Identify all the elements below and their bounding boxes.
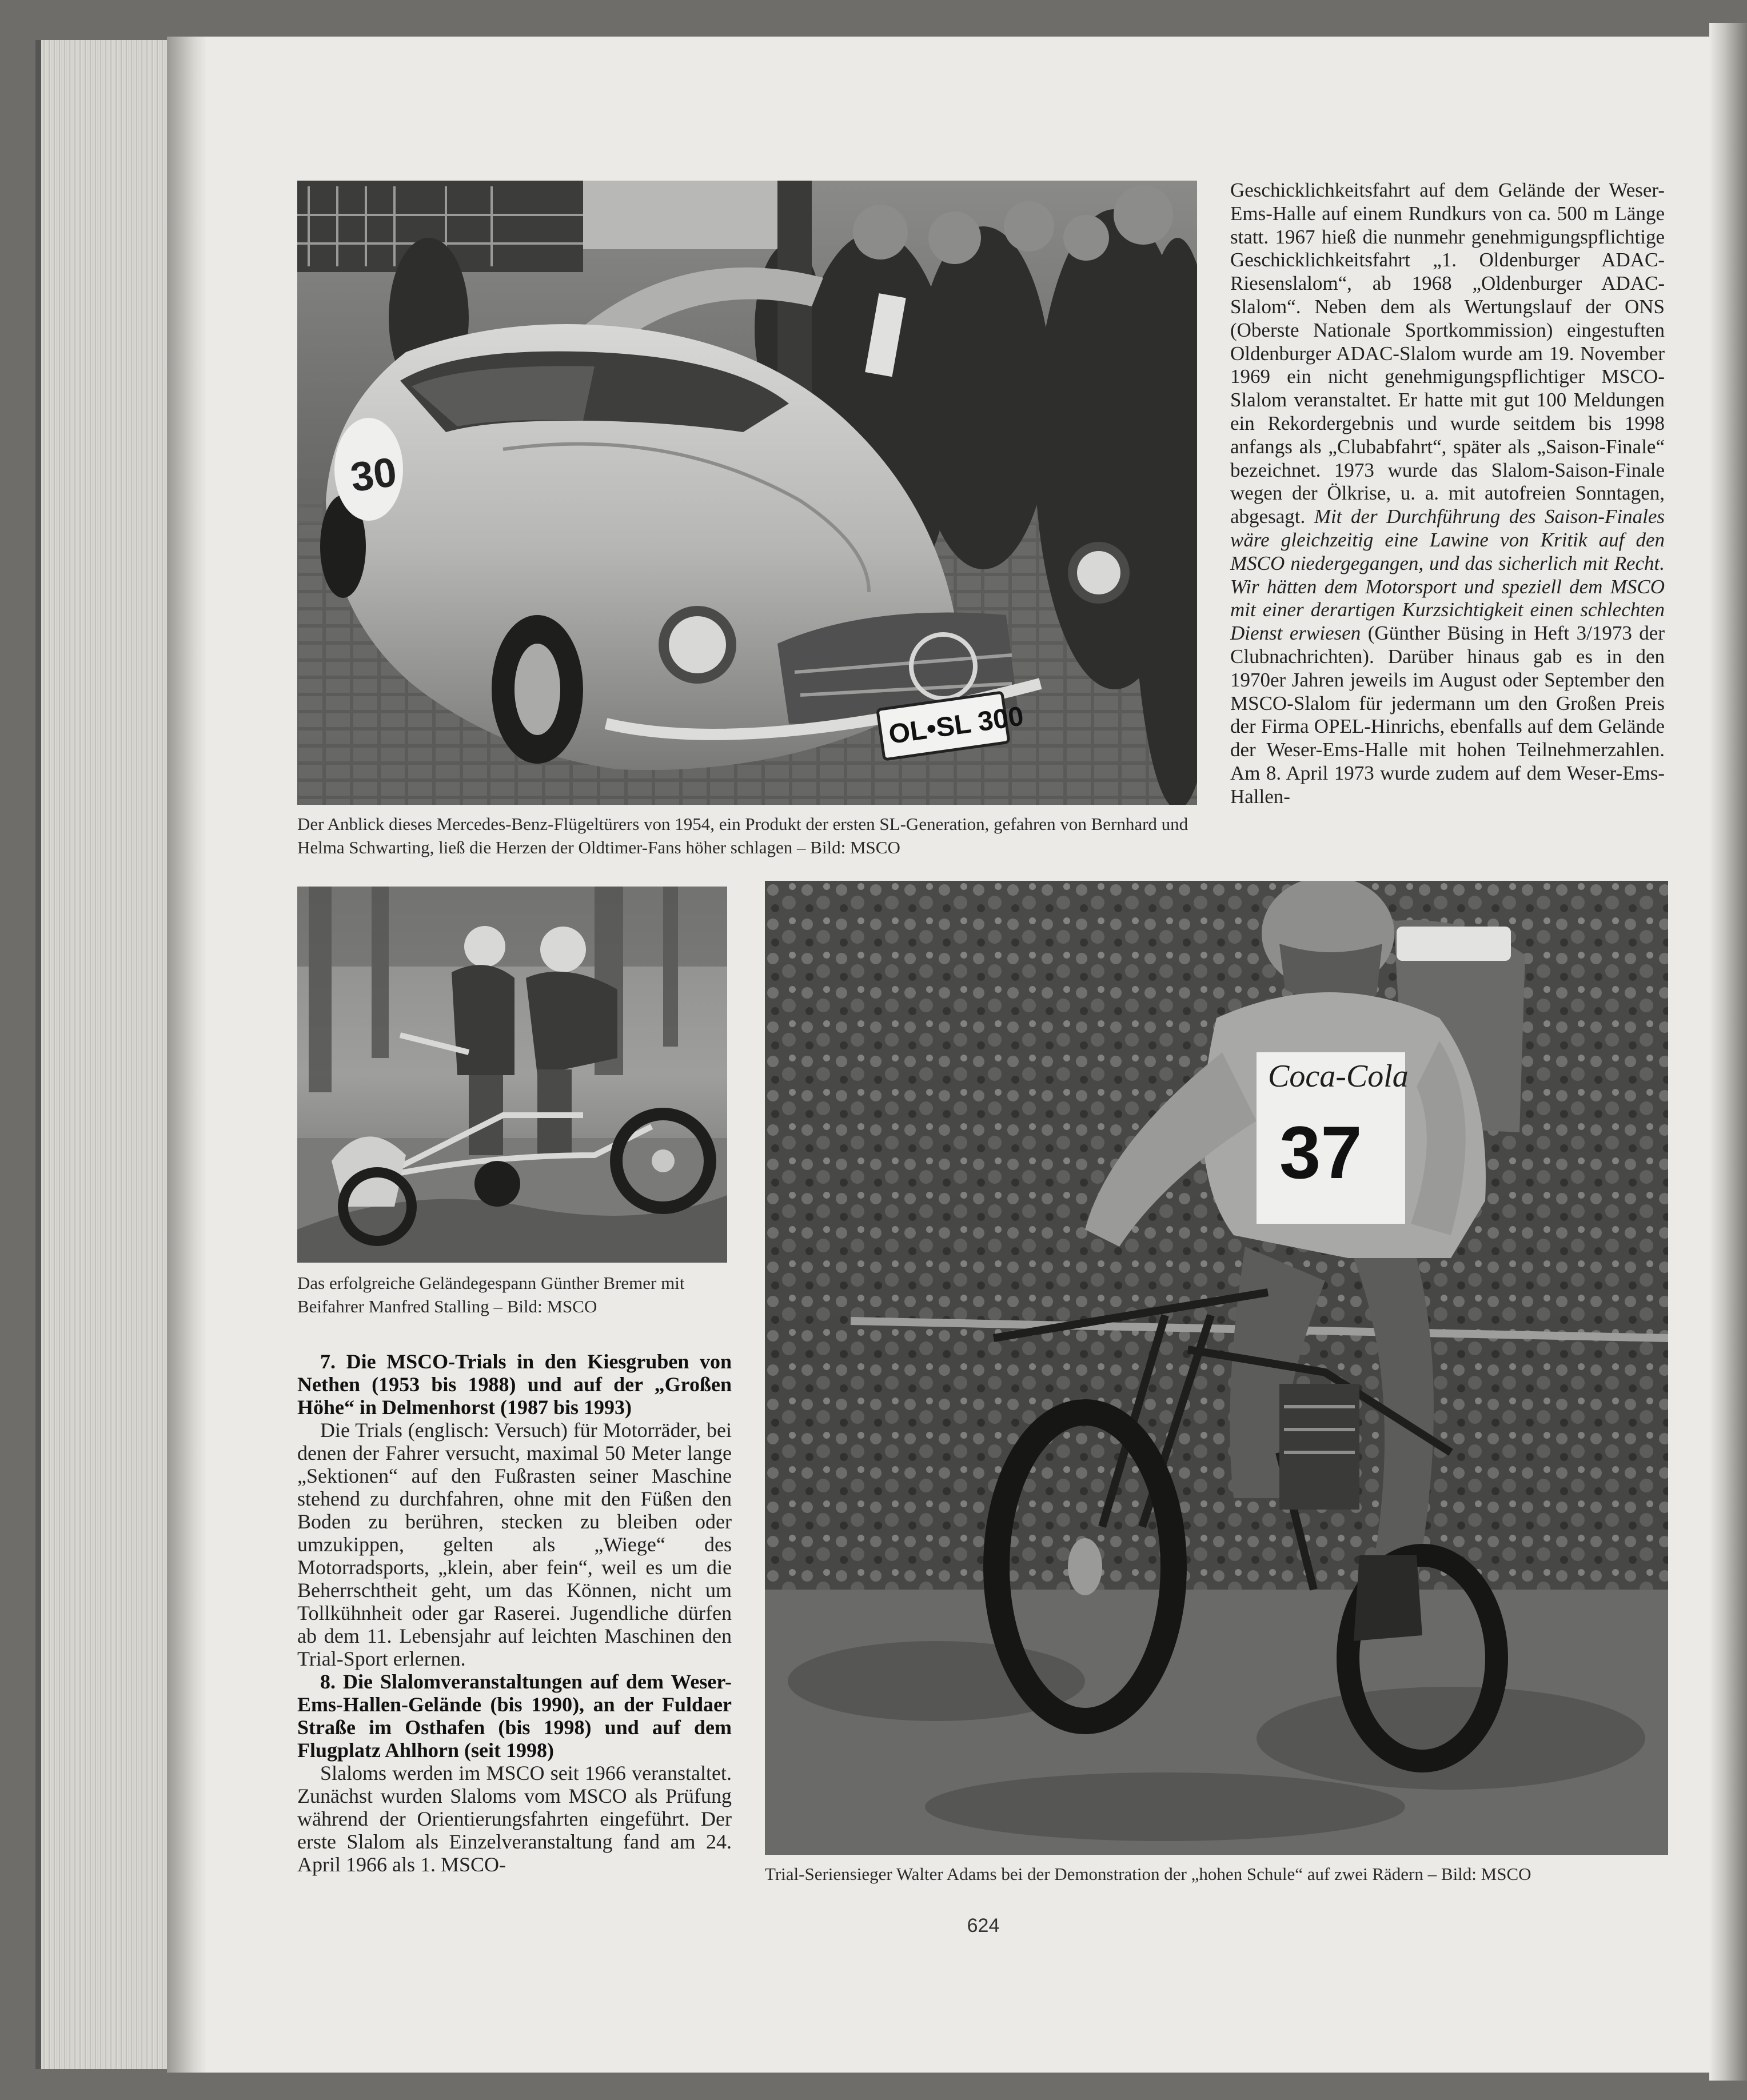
section-7-heading: 7. Die MSCO-Trials in den Kiesgruben von Nethen (1953 bis 1988) und auf der „Großen Höhe“ in Delmenhorst (1987 bis 1993) <box>297 1350 732 1419</box>
sidecar-caption <box>297 1271 732 1318</box>
sidecar-motorcycle-photo <box>297 887 727 1263</box>
section-8-paragraph: Slaloms werden im MSCO seit 1966 veranstaltet. Zunächst wurden Slaloms vom MSCO als Prüfung während der Orientierungsfahrten eingeführt. Der erste Slalom als Einzelveranstaltung fand am 24. April 1966 als 1. MSCO- <box>297 1762 732 1876</box>
right-column-paragraph <box>1230 179 1665 809</box>
page-number: 624 <box>967 1915 1000 1937</box>
trial-caption-text: Trial-Seriensieger Walter Adams bei der Demonstration der „hohen Schule“ auf zwei Rädern – Bild: MSCO <box>765 1864 1531 1884</box>
book-page-edges <box>35 40 184 2069</box>
section-8-heading: 8. Die Slalomveranstaltungen auf dem Weser-Ems-Hallen-Gelände (bis 1990), an der Fuldaer Straße im Osthafen (bis 1998) und auf dem Flugplatz Ahlhorn (seit 1998) <box>297 1670 732 1762</box>
left-column <box>297 1350 732 1876</box>
right-column-text-1: Geschicklichkeitsfahrt auf dem Gelände der Weser-Ems-Halle auf einem Rundkurs von ca. 500 m Länge statt. 1967 hieß die nunmehr genehmigungspflichtige Geschicklichkeitsfahrt „1. Oldenburger ADAC-Riesenslalom“, ab 1968 „Oldenburger ADAC-Slalom“. Neben dem als Wertungslauf der ONS (Oberste Nationale Sportkommission) eingestuften Oldenburger ADAC-Slalom wurde am 19. November 1969 ein nicht genehmigungspflichtiger MSCO-Slalom veranstaltet. Er hatte mit gut 100 Meldungen ein Rekordergebnis und wurde seitdem bis 1998 anfangs als „Clubabfahrt“, später als „Saison-Finale“ bezeichnet. 1973 wurde das Slalom-Saison-Finale wegen der Ölkrise, u. a. mit autofreien Sonntagen, abgesagt. <box>1230 179 1665 528</box>
sidecar-caption-text: Das erfolgreiche Geländegespann Günther Bremer mit Beifahrer Manfred Stalling – Bild: MSCO <box>297 1273 685 1316</box>
right-column-quote: Mit der Durchführung des Saison-Finales wäre gleichzeitig eine Lawine von Kritik auf den MSCO niedergegangen, und das sicherlich mit Recht. Wir hätten dem Motorsport und speziell dem MSCO mit einer derartigen Kurzsichtigkeit einen schlechten Dienst erwiesen <box>1230 505 1665 645</box>
section-7-paragraph: Die Trials (englisch: Versuch) für Motorräder, bei denen der Fahrer versucht, maximal 50 Meter lange „Sektionen“ auf den Fußrasten seiner Maschine stehend zu durchfahren, ohne mit den Füßen den Boden zu berühren, stecken zu bleiben oder umzukippen, gelten als „Wiege“ des Motorradsports, „klein, aber fein“, weil es um die Beherrschtheit geht, um das Können, nicht um Tollkühnheit oder gar Raserei. Jugendliche dürfen ab dem 11. Lebensjahr auf leichten Maschinen den Trial-Sport erlernen. <box>297 1419 732 1670</box>
plate-text: OL•SL 300 <box>887 701 1026 750</box>
bib-brand-text: Coca-Cola <box>1268 1059 1409 1094</box>
right-column <box>1230 179 1665 809</box>
mercedes-300sl-gullwing-photo <box>297 181 1197 805</box>
mercedes-caption <box>297 812 1189 859</box>
trial-motorcycle-rider-photo <box>765 881 1668 1855</box>
trial-caption <box>765 1862 1668 1886</box>
page-right-edge <box>1709 23 1747 2081</box>
page-gutter-shadow <box>167 37 207 2073</box>
right-column-text-2: (Günther Büsing in Heft 3/1973 der Clubnachrichten). Darüber hinaus gab es in den 1970er Jahren jeweils im August oder September den MSCO-Slalom für jedermann um den Großen Preis der Firma OPEL-Hinrichs, ebenfalls auf dem Gelände der Weser-Ems-Halle mit hohen Teilnehmerzahlen. Am 8. April 1973 wurde zudem auf dem Weser-Ems-Hallen- <box>1230 622 1665 808</box>
mercedes-caption-text: Der Anblick dieses Mercedes-Benz-Flügeltürers von 1954, ein Produkt der ersten SL-Generation, gefahren von Bernhard und Helma Schwarting, ließ die Herzen der Oldtimer-Fans höher schlagen – Bild: MSCO <box>297 814 1188 857</box>
bib-number-text: 37 <box>1279 1111 1362 1194</box>
start-number-text: 30 <box>348 449 400 501</box>
